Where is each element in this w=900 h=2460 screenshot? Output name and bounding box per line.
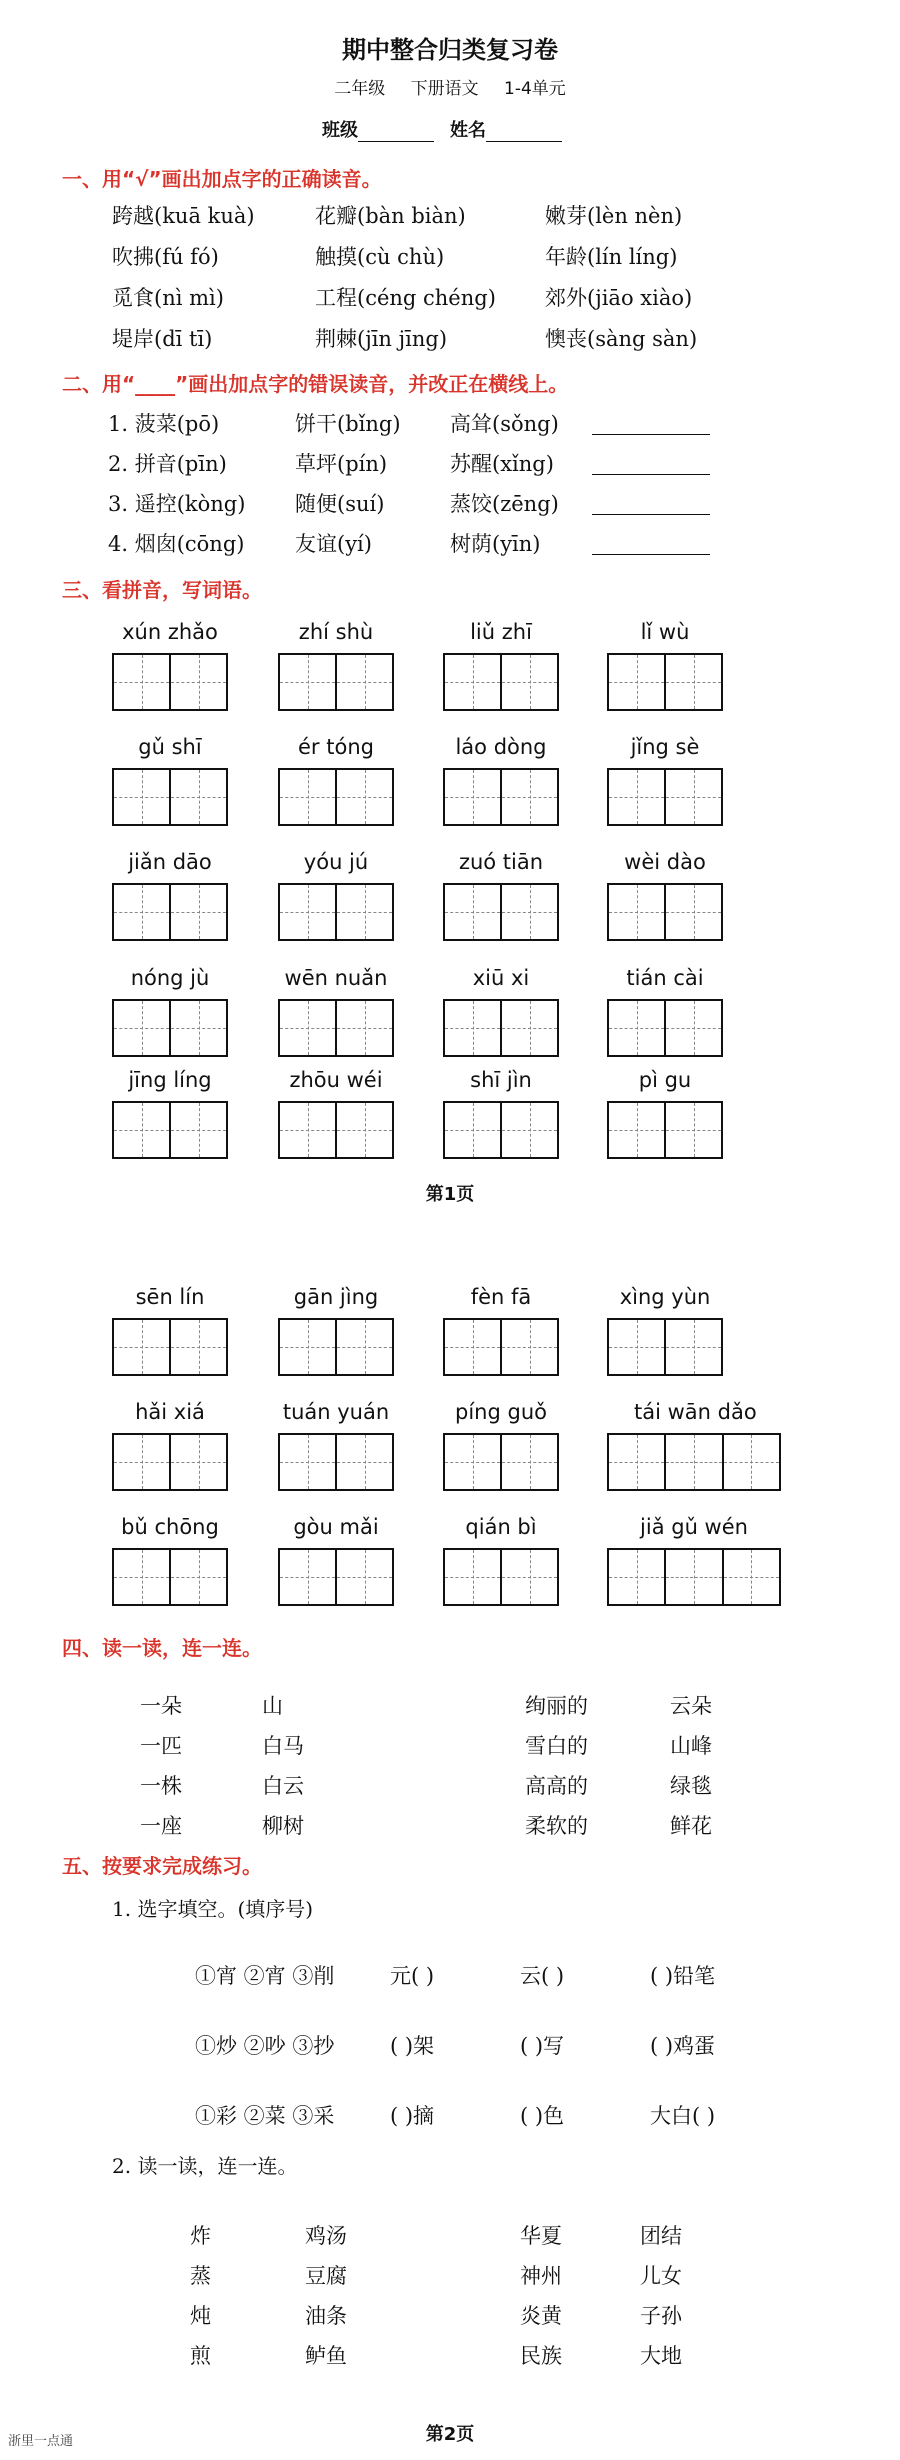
correction-item[interactable]: 4. 烟囱(cōng) xyxy=(108,532,245,556)
pinyin-label[interactable]: tuán yuán xyxy=(282,1400,390,1424)
class-label: 班级 xyxy=(322,120,358,141)
pinyin-label[interactable]: sēn lín xyxy=(135,1285,205,1309)
match-word[interactable]: 炖 xyxy=(190,2304,211,2328)
writing-cell[interactable] xyxy=(280,770,335,824)
writing-cell[interactable] xyxy=(500,1320,557,1374)
writing-cell[interactable] xyxy=(169,1550,226,1604)
reading-item[interactable]: 吹拂(fú fó) xyxy=(112,245,219,269)
fill-blank[interactable]: ( )摘 xyxy=(390,2104,435,2128)
pinyin-label[interactable]: gòu mǎi xyxy=(293,1515,379,1539)
pinyin-label[interactable]: tái wān dǎo xyxy=(634,1400,757,1424)
writing-cell[interactable] xyxy=(114,655,169,709)
writing-cell[interactable] xyxy=(280,1103,335,1157)
correction-item[interactable]: 高耸(sǒng) xyxy=(450,412,559,436)
match-word[interactable]: 儿女 xyxy=(640,2264,682,2288)
writing-cell[interactable] xyxy=(609,1103,664,1157)
writing-grid[interactable] xyxy=(443,1318,559,1376)
pinyin-label[interactable]: xiū xi xyxy=(472,966,530,990)
writing-grid[interactable] xyxy=(443,1548,559,1606)
section3-heading: 三、看拼音，写词语。 xyxy=(62,578,262,602)
reading-item[interactable]: 堤岸(dī tī) xyxy=(112,327,213,351)
match-word[interactable]: 山 xyxy=(262,1694,283,1718)
correction-item[interactable]: 2. 拼音(pīn) xyxy=(108,452,227,476)
writing-cell[interactable] xyxy=(114,1435,169,1489)
writing-cell[interactable] xyxy=(114,1103,169,1157)
pinyin-label[interactable]: lǐ wù xyxy=(640,620,690,644)
page-number-2: 第2页 xyxy=(425,2424,475,2445)
writing-cell[interactable] xyxy=(664,1435,721,1489)
writing-cell[interactable] xyxy=(280,1550,335,1604)
writing-cell[interactable] xyxy=(609,1435,664,1489)
writing-grid[interactable] xyxy=(443,768,559,826)
writing-cell[interactable] xyxy=(335,1435,392,1489)
writing-cell[interactable] xyxy=(169,1001,226,1055)
writing-grid[interactable] xyxy=(278,1101,394,1159)
writing-cell[interactable] xyxy=(169,770,226,824)
writing-grid[interactable] xyxy=(278,1548,394,1606)
writing-grid[interactable] xyxy=(278,999,394,1057)
writing-cell[interactable] xyxy=(500,770,557,824)
reading-item[interactable]: 花瓣(bàn biàn) xyxy=(315,204,466,228)
pinyin-label[interactable]: zhí shù xyxy=(298,620,374,644)
match-word[interactable]: 一座 xyxy=(140,1814,182,1838)
writing-cell[interactable] xyxy=(664,655,721,709)
pinyin-label[interactable]: liǔ zhī xyxy=(470,620,532,644)
correction-item[interactable]: 随便(suí) xyxy=(295,492,385,516)
class-blank[interactable] xyxy=(358,121,434,142)
class-name-line xyxy=(0,116,900,142)
pinyin-label[interactable]: yóu jú xyxy=(303,850,369,874)
pinyin-label[interactable]: gān jìng xyxy=(293,1285,379,1309)
match-word[interactable]: 云朵 xyxy=(670,1694,712,1718)
writing-cell[interactable] xyxy=(169,1320,226,1374)
name-blank[interactable] xyxy=(486,121,562,142)
fill-blank[interactable]: ( )色 xyxy=(520,2104,565,2128)
writing-cell[interactable] xyxy=(664,1320,721,1374)
match-word[interactable]: 一朵 xyxy=(140,1694,182,1718)
writing-cell[interactable] xyxy=(335,770,392,824)
writing-cell[interactable] xyxy=(609,655,664,709)
answer-line[interactable] xyxy=(592,474,710,475)
match-word[interactable]: 鲈鱼 xyxy=(305,2344,347,2368)
pinyin-label[interactable]: láo dòng xyxy=(455,735,547,759)
grade: 二年级 xyxy=(334,79,386,99)
match-word[interactable]: 绚丽的 xyxy=(525,1694,588,1718)
writing-cell[interactable] xyxy=(335,1103,392,1157)
pinyin-label[interactable]: wèi dào xyxy=(624,850,706,874)
writing-grid[interactable] xyxy=(443,1101,559,1159)
writing-cell[interactable] xyxy=(500,1550,557,1604)
writing-cell[interactable] xyxy=(722,1550,779,1604)
writing-cell[interactable] xyxy=(500,885,557,939)
writing-grid[interactable] xyxy=(607,999,723,1057)
section1-heading: 一、用“√”画出加点字的正确读音。 xyxy=(62,167,382,191)
writing-grid[interactable] xyxy=(112,1548,228,1606)
section2-heading: 二、用“____”画出加点字的错误读音，并改正在横线上。 xyxy=(62,372,569,396)
match-word[interactable]: 华夏 xyxy=(520,2224,562,2248)
pinyin-label[interactable]: ér tóng xyxy=(298,735,374,759)
writing-cell[interactable] xyxy=(169,1435,226,1489)
match-word[interactable]: 鲜花 xyxy=(670,1814,712,1838)
writing-cell[interactable] xyxy=(664,770,721,824)
writing-grid[interactable] xyxy=(443,653,559,711)
writing-cell[interactable] xyxy=(280,1435,335,1489)
pinyin-label[interactable]: jīng líng xyxy=(128,1068,212,1092)
correction-item[interactable]: 饼干(bǐng) xyxy=(295,412,401,436)
writing-cell[interactable] xyxy=(609,1320,664,1374)
fill-blank[interactable]: 大白( ) xyxy=(650,2104,716,2128)
reading-item[interactable]: 年龄(lín líng) xyxy=(545,245,678,269)
section4-heading: 四、读一读，连一连。 xyxy=(62,1636,262,1660)
match-word[interactable]: 一匹 xyxy=(140,1734,182,1758)
fill-blank[interactable]: ( )写 xyxy=(520,2034,565,2058)
fill-blank[interactable]: ( )架 xyxy=(390,2034,435,2058)
page-title: 期中整合归类复习卷 xyxy=(342,36,558,64)
writing-cell[interactable] xyxy=(664,1103,721,1157)
correction-item[interactable]: 树荫(yīn) xyxy=(450,532,541,556)
writing-grid[interactable] xyxy=(112,999,228,1057)
match-word[interactable]: 神州 xyxy=(520,2264,562,2288)
pinyin-label[interactable]: qián bì xyxy=(465,1515,537,1539)
writing-cell[interactable] xyxy=(609,1550,664,1604)
writing-cell[interactable] xyxy=(445,1320,500,1374)
match-word[interactable]: 煎 xyxy=(190,2344,211,2368)
pinyin-label[interactable]: zuó tiān xyxy=(458,850,544,874)
writing-cell[interactable] xyxy=(500,1001,557,1055)
match-word[interactable]: 柳树 xyxy=(262,1814,304,1838)
writing-cell[interactable] xyxy=(664,1001,721,1055)
correction-item[interactable]: 1. 菠菜(pō) xyxy=(108,412,220,436)
writing-cell[interactable] xyxy=(169,655,226,709)
match-word[interactable]: 高高的 xyxy=(525,1774,588,1798)
writing-cell[interactable] xyxy=(609,885,664,939)
q1-label: 1. 选字填空。(填序号) xyxy=(112,1897,314,1921)
fill-blank[interactable]: 元( ) xyxy=(390,1964,435,1988)
pinyin-label[interactable]: fèn fā xyxy=(470,1285,532,1309)
q2-label: 2. 读一读，连一连。 xyxy=(112,2154,298,2178)
reading-item[interactable]: 荆棘(jīn jīng) xyxy=(315,327,448,351)
correction-item[interactable]: 蒸饺(zēng) xyxy=(450,492,559,516)
writing-grid[interactable] xyxy=(607,653,723,711)
answer-line[interactable] xyxy=(592,554,710,555)
match-word[interactable]: 白云 xyxy=(262,1774,304,1798)
writing-grid[interactable] xyxy=(607,1318,723,1376)
reading-item[interactable]: 嫩芽(lèn nèn) xyxy=(545,204,683,228)
writing-cell[interactable] xyxy=(114,1550,169,1604)
writing-cell[interactable] xyxy=(664,885,721,939)
match-word[interactable]: 豆腐 xyxy=(305,2264,347,2288)
writing-cell[interactable] xyxy=(335,1320,392,1374)
writing-grid[interactable] xyxy=(112,768,228,826)
writing-cell[interactable] xyxy=(445,1103,500,1157)
pinyin-label[interactable]: píng guǒ xyxy=(455,1400,547,1424)
reading-item[interactable]: 觅食(nì mì) xyxy=(112,286,224,310)
match-word[interactable]: 绿毯 xyxy=(670,1774,712,1798)
writing-cell[interactable] xyxy=(114,885,169,939)
match-word[interactable]: 蒸 xyxy=(190,2264,211,2288)
match-word[interactable]: 炸 xyxy=(190,2224,211,2248)
writing-cell[interactable] xyxy=(500,1103,557,1157)
writing-grid[interactable] xyxy=(278,883,394,941)
fill-blank[interactable]: ( )铅笔 xyxy=(650,1964,716,1988)
writing-grid[interactable] xyxy=(112,1101,228,1159)
match-word[interactable]: 白马 xyxy=(262,1734,304,1758)
correction-item[interactable]: 草坪(pín) xyxy=(295,452,388,476)
writing-grid[interactable] xyxy=(607,768,723,826)
writing-cell[interactable] xyxy=(664,1550,721,1604)
writing-grid[interactable] xyxy=(278,1433,394,1491)
writing-grid[interactable] xyxy=(607,1101,723,1159)
writing-cell[interactable] xyxy=(335,1550,392,1604)
writing-grid[interactable] xyxy=(278,1318,394,1376)
writing-grid[interactable] xyxy=(443,883,559,941)
writing-cell[interactable] xyxy=(445,1001,500,1055)
reading-item[interactable]: 郊外(jiāo xiào) xyxy=(545,286,693,310)
writing-cell[interactable] xyxy=(722,1435,779,1489)
fill-blank[interactable]: ( )鸡蛋 xyxy=(650,2034,716,2058)
writing-grid[interactable] xyxy=(112,1318,228,1376)
writing-grid[interactable] xyxy=(112,1433,228,1491)
correction-item[interactable]: 苏醒(xǐng) xyxy=(450,452,554,476)
pinyin-label[interactable]: tián cài xyxy=(626,966,704,990)
writing-cell[interactable] xyxy=(169,885,226,939)
writing-cell[interactable] xyxy=(280,655,335,709)
answer-line[interactable] xyxy=(592,434,710,435)
match-word[interactable]: 油条 xyxy=(305,2304,347,2328)
match-word[interactable]: 一株 xyxy=(140,1774,182,1798)
match-word[interactable]: 大地 xyxy=(640,2344,682,2368)
writing-cell[interactable] xyxy=(445,885,500,939)
option-set[interactable]: ①宵 ②宵 ③削 xyxy=(195,1964,335,1988)
match-word[interactable]: 鸡汤 xyxy=(305,2224,347,2248)
writing-cell[interactable] xyxy=(335,1001,392,1055)
writing-grid[interactable] xyxy=(607,1548,781,1606)
option-set[interactable]: ①彩 ②菜 ③采 xyxy=(195,2104,335,2128)
match-word[interactable]: 团结 xyxy=(640,2224,682,2248)
writing-cell[interactable] xyxy=(114,770,169,824)
writing-cell[interactable] xyxy=(609,770,664,824)
writing-cell[interactable] xyxy=(280,1320,335,1374)
match-word[interactable]: 民族 xyxy=(520,2344,562,2368)
writing-cell[interactable] xyxy=(500,1435,557,1489)
pinyin-label[interactable]: wēn nuǎn xyxy=(284,966,388,990)
name-label: 姓名 xyxy=(450,120,486,141)
pinyin-label[interactable]: hǎi xiá xyxy=(135,1400,205,1424)
writing-grid[interactable] xyxy=(112,653,228,711)
pinyin-label[interactable]: zhōu wéi xyxy=(289,1068,383,1092)
correction-item[interactable]: 友谊(yí) xyxy=(295,532,372,556)
answer-line[interactable] xyxy=(592,514,710,515)
reading-item[interactable]: 工程(céng chéng) xyxy=(315,286,496,310)
writing-cell[interactable] xyxy=(335,655,392,709)
writing-cell[interactable] xyxy=(500,655,557,709)
writing-cell[interactable] xyxy=(114,1001,169,1055)
section5-heading: 五、按要求完成练习。 xyxy=(62,1854,262,1878)
pinyin-label[interactable]: jiǎn dāo xyxy=(128,850,212,874)
match-word[interactable]: 炎黄 xyxy=(520,2304,562,2328)
writing-cell[interactable] xyxy=(280,1001,335,1055)
match-word[interactable]: 子孙 xyxy=(640,2304,682,2328)
writing-cell[interactable] xyxy=(169,1103,226,1157)
writing-cell[interactable] xyxy=(445,770,500,824)
writing-cell[interactable] xyxy=(445,655,500,709)
units: 1-4单元 xyxy=(504,79,566,99)
writing-grid[interactable] xyxy=(607,883,723,941)
footer-watermark: 浙里一点通 xyxy=(8,2434,74,2449)
match-word[interactable]: 山峰 xyxy=(670,1734,712,1758)
subtitle xyxy=(0,74,900,99)
pinyin-label[interactable]: shī jìn xyxy=(470,1068,532,1092)
page-number-1: 第1页 xyxy=(425,1184,475,1205)
pinyin-label[interactable]: xìng yùn xyxy=(619,1285,711,1309)
fill-blank[interactable]: 云( ) xyxy=(520,1964,565,1988)
match-word[interactable]: 柔软的 xyxy=(525,1814,588,1838)
writing-cell[interactable] xyxy=(280,885,335,939)
writing-grid[interactable] xyxy=(278,768,394,826)
writing-cell[interactable] xyxy=(335,885,392,939)
volume: 下册语文 xyxy=(410,79,479,99)
writing-grid[interactable] xyxy=(278,653,394,711)
writing-grid[interactable] xyxy=(112,883,228,941)
match-word[interactable]: 雪白的 xyxy=(525,1734,588,1758)
writing-grid[interactable] xyxy=(607,1433,781,1491)
reading-item[interactable]: 跨越(kuā kuà) xyxy=(112,204,255,228)
reading-item[interactable]: 懊丧(sàng sàn) xyxy=(545,327,698,351)
option-set[interactable]: ①炒 ②吵 ③抄 xyxy=(195,2034,335,2058)
writing-cell[interactable] xyxy=(114,1320,169,1374)
writing-grid[interactable] xyxy=(443,999,559,1057)
correction-item[interactable]: 3. 遥控(kòng) xyxy=(108,492,246,516)
pinyin-label[interactable]: pì gu xyxy=(638,1068,692,1092)
pinyin-label[interactable]: jiǎ gǔ wén xyxy=(640,1515,748,1539)
pinyin-label[interactable]: nóng jù xyxy=(130,966,210,990)
pinyin-label[interactable]: jǐng sè xyxy=(630,735,700,759)
pinyin-label[interactable]: bǔ chōng xyxy=(121,1515,219,1539)
reading-item[interactable]: 触摸(cù chù) xyxy=(315,245,445,269)
writing-cell[interactable] xyxy=(445,1550,500,1604)
writing-cell[interactable] xyxy=(445,1435,500,1489)
writing-cell[interactable] xyxy=(609,1001,664,1055)
pinyin-label[interactable]: gǔ shī xyxy=(138,735,202,759)
pinyin-label[interactable]: xún zhǎo xyxy=(122,620,218,644)
writing-grid[interactable] xyxy=(443,1433,559,1491)
